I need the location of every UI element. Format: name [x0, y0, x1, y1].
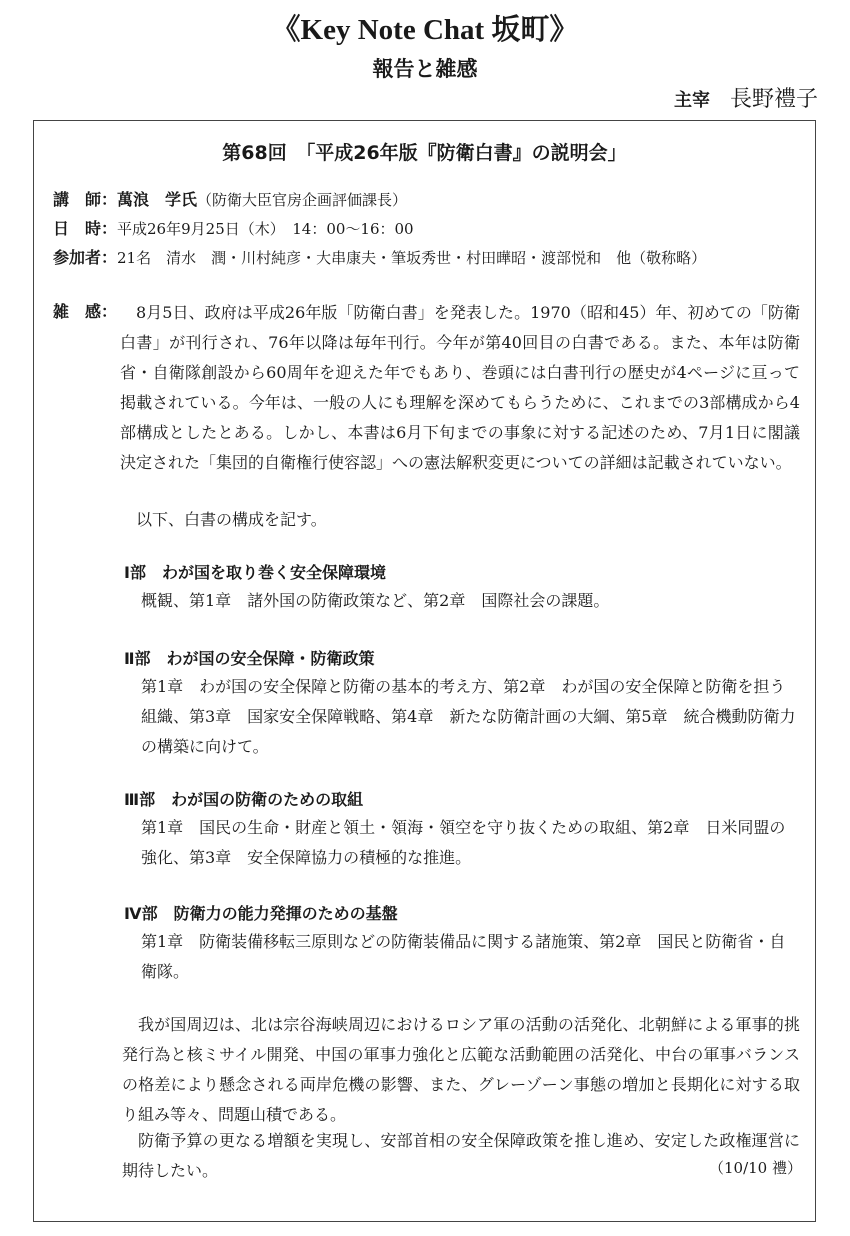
impressions-label: 雑 感：: [53, 302, 118, 321]
page-subtitle: 報告と雑感: [372, 57, 478, 81]
part-3-title: Ⅲ部 わが国の防衛のための取組: [124, 790, 364, 809]
info-label: 講 師：: [53, 190, 118, 209]
info-label: 日 時：: [53, 219, 118, 238]
author-role: 主宰: [673, 90, 710, 111]
part-4-title: Ⅳ部 防衛力の能力発揮のための基盤: [124, 904, 398, 923]
part-1-body: 概観、第1章 諸外国の防衛政策など、第2章 国際社会の課題。: [141, 591, 610, 610]
info-row-lecturer: [53, 188, 407, 212]
closing-paragraph-1: 我が国周辺は、北は宗谷海峡周辺におけるロシア軍の活動の活発化、北朝鮮による軍事的挑発行為と核ミサイル開発、中国の軍事力強化と広範な活動範囲の活発化、中台の軍事バランスの格差により懸念される両岸危機の影響、また、グレーゾーン事態の増加と長期化に対する取り組み等々、問題山積である。: [122, 1015, 800, 1124]
signature: （10/10 禮）: [709, 1159, 802, 1177]
info-value: 21名 清水 潤・川村純彦・大串康夫・筆坂秀世・村田曄昭・渡部悦和 他（敬称略）: [117, 249, 707, 267]
part-3-body: 第1章 国民の生命・財産と領土・領海・領空を守り抜くための取組、第2章 日米同盟の強化、第3章 安全保障協力の積極的な推進。: [141, 818, 786, 867]
part-4-body: 第1章 防衛装備移転三原則などの防衛装備品に関する諸施策、第2章 国民と防衛省・自衛隊。: [141, 932, 786, 981]
author-name: 長野禮子: [729, 87, 818, 112]
author-line: [674, 84, 818, 116]
lecturer-name: 萬浪 学氏: [117, 190, 198, 209]
closing-paragraph-2: 防衛予算の更なる増額を実現し、安部首相の安全保障政策を推し進め、安定した政権運営に期待したい。: [122, 1131, 800, 1180]
report-heading: 第68回 「平成26年版『防衛白書』の説明会」: [222, 142, 627, 164]
lecturer-title: （防衛大臣官房企画評価課長）: [197, 191, 408, 209]
info-label: 参加者：: [53, 248, 118, 267]
part-2-body: 第1章 わが国の安全保障と防衛の基本的考え方、第2章 わが国の安全保障と防衛を担う組織、第3章 国家安全保障戦略、第4章 新たな防衛計画の大綱、第5章 統合機動防衛力の構築に向けて。: [141, 677, 796, 756]
intro-paragraph: 8月5日、政府は平成26年版「防衛白書」を発表した。1970（昭和45）年、初めての「防衛白書」が刊行され、76年以降は毎年刊行。今年が第40回目の白書である。また、本年は防衛省・自衛隊創設から60周年を迎えた年でもあり、巻頭には白書刊行の歴史が4ページに亘って掲載されている。今年は、一般の人にも理解を深めてもらうために、これまでの3部構成から4部構成としたとある。しかし、本書は6月下旬までの事象に対する記述のため、7月1日に閣議決定された「集団的自衛権行使容認」への憲法解釈変更についての詳細は記載されていない。: [120, 303, 800, 472]
structure-intro: 以下、白書の構成を記す。: [136, 510, 327, 529]
page-title: 《Key Note Chat 坂町》: [271, 14, 579, 46]
info-row-participants: [53, 246, 706, 270]
info-row-datetime: [53, 217, 414, 241]
part-2-title: Ⅱ部 わが国の安全保障・防衛政策: [124, 649, 375, 668]
part-1-title: Ⅰ部 わが国を取り巻く安全保障環境: [124, 563, 386, 582]
info-value: 平成26年9月25日（木） 14：00～16：00: [117, 220, 414, 238]
